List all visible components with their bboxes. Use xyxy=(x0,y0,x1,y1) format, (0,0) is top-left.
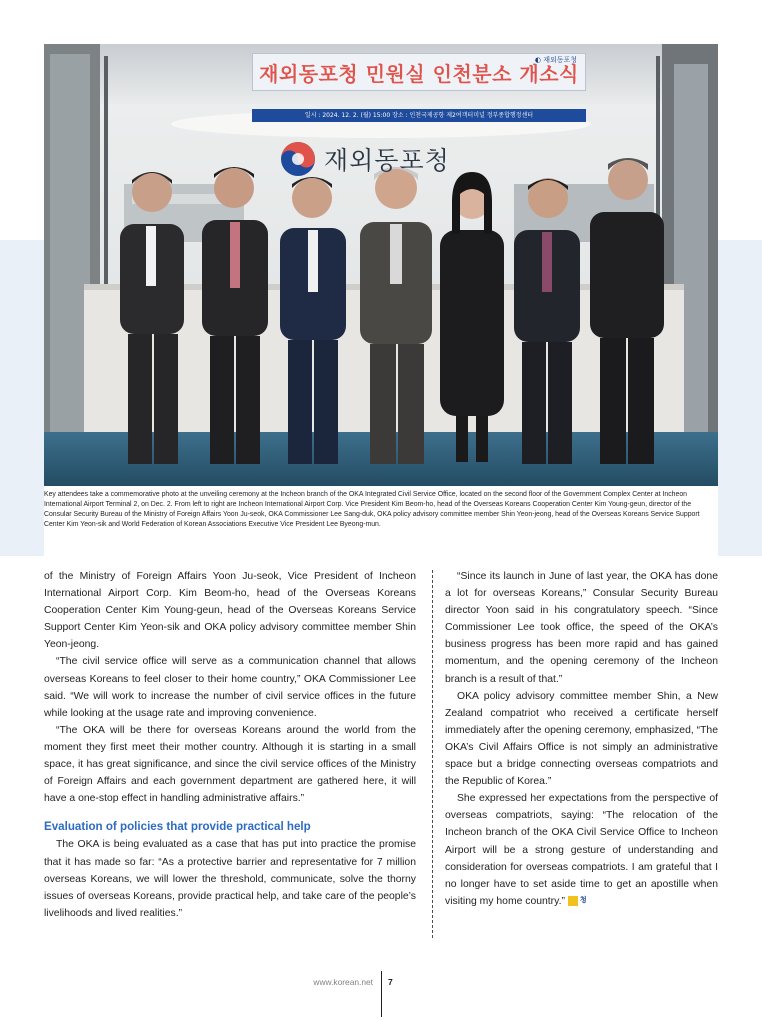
banner-title: 재외동포청 민원실 인천분소 개소식 xyxy=(259,62,579,86)
paragraph: OKA policy advisory committee member Shin, a New Zealand compatriot who received a certificate herself immediately after the opening ceremony, emphasized, “The OKA’s Civil Affairs Office is not simply an administrative space but a bridge connecting overseas compatriots and the Republic of Korea.” xyxy=(445,690,718,788)
banner-logo: ◐ 재외동포청 xyxy=(534,56,577,64)
page-number: 7 xyxy=(388,977,393,987)
ceremony-banner xyxy=(252,53,586,91)
paragraph: “Since its launch in June of last year, the OKA has done a lot for overseas Koreans,” Consular Security Bureau director Yoon said in his congratulatory speech. “Since Commissioner Lee took office, the speed of the OKA’s business progress has been more rapid and has gained momentum, and the opening ceremony of the Incheon branch is a result of that.” xyxy=(445,571,718,685)
paragraph-last xyxy=(445,790,718,910)
paragraph: The OKA is being evaluated as a case that has put into practice the promise that it has made so far: “As a protective barrier and representative for 7 million overseas Koreans, we will lower the threshold, communicate, solve the thorny issues of overseas Koreans, provide practical help, and take care of the people’s livelihoods and lived realities.” xyxy=(44,839,416,919)
ceremony-photo xyxy=(44,44,718,486)
end-mark-icon: 청 xyxy=(568,896,578,906)
right-column xyxy=(445,568,718,910)
section-heading: Evaluation of policies that provide practical help xyxy=(44,820,311,834)
oka-logo-icon: ◐ xyxy=(534,56,541,64)
page-footer xyxy=(0,975,762,995)
photo-caption: Key attendees take a commemorative photo at the unveiling ceremony at the Incheon branch of the OKA Integrated Civil Service Office, located on the second floor of the Government Complex Center at Incheon International Airport Terminal 2, on Dec. 2. From left to right are Incheon International Airport Corp. Vice President Kim Beom-ho, head of the Overseas Koreans Cooperation Center Kim Young-geun, director of the Consular Security Bureau of the Ministry of Foreign Affairs Yoon Ju-seok, OKA Commissioner Lee Sang-duk, OKA policy advisory committee member Shin Yeon-jeong, head of the Overseas Koreans Service Support Center Kim Yeon-sik and World Federation of Korean Associations Executive Vice President Lee Byeong-mun. xyxy=(44,491,700,528)
wall-logo-text: 재외동포청 xyxy=(324,146,450,175)
column-divider xyxy=(432,570,433,938)
paragraph: “The civil service office will serve as a communication channel that allows overseas Koreans to feel closer to their home country,” OKA Commissioner Lee said. “We will work to increase the number of civil service offices in the future while looking at the usage rate and improving convenience. xyxy=(44,656,416,719)
banner-subtitle: 일시 : 2024. 12. 2. (월) 15:00 장소 : 인천국제공항 제2여객터미널 정부종합행정센터 xyxy=(252,109,586,122)
paragraph-text: She expressed her expectations from the perspective of overseas compatriots, saying: “The relocation of the Incheon branch of the OKA Civil Service Office to Incheon Airport will be a strong gesture of understanding and consideration for overseas compatriots. I am grateful that I no longer have to set aside time to get an apostille when visiting my home country.” xyxy=(445,793,718,907)
footer-website: www.korean.net xyxy=(313,977,373,987)
oka-emblem-icon xyxy=(280,141,316,177)
paragraph: of the Ministry of Foreign Affairs Yoon Ju-seok, Vice President of Incheon International Airport Corp. Kim Beom-ho, head of the Overseas Koreans Cooperation Center Kim Young-geun, head of the Overseas Koreans Service Support Center Kim Yeon-sik and OKA policy advisory committee member Shin Yeon-jeong. xyxy=(44,571,416,651)
footer-divider xyxy=(381,971,382,1017)
wall-logo xyxy=(280,137,450,181)
paragraph: “The OKA will be there for overseas Koreans around the world from the moment they first meet their mother country. Although it is starting in a small space, it has great significance, and since the civil service offices of the Ministry of Foreign Affairs and each government department are gathered here, it will have a one-stop effect in handling administrative affairs.” xyxy=(44,724,416,805)
left-column xyxy=(44,568,416,922)
